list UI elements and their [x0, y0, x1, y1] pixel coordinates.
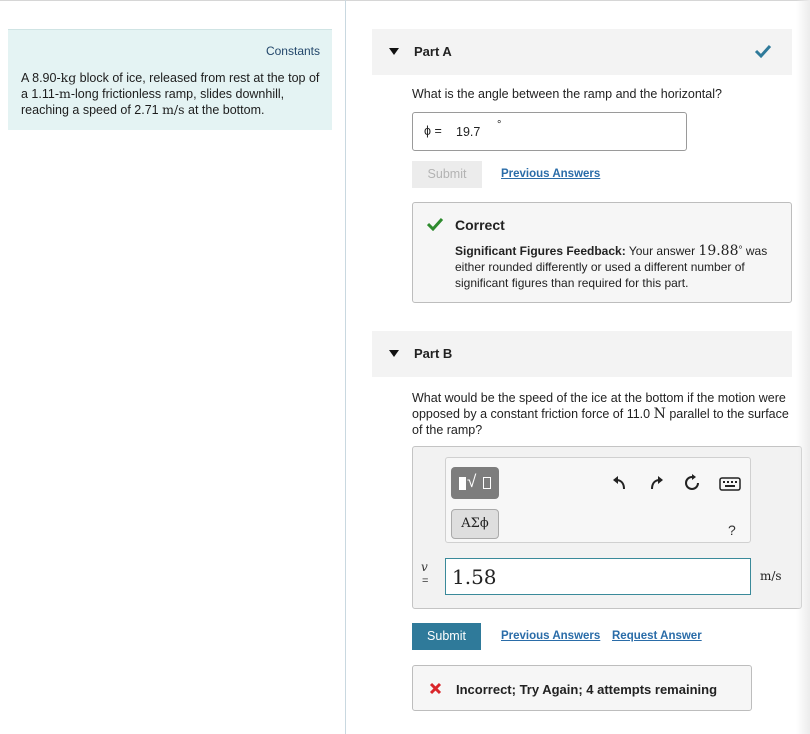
greek-symbols-button[interactable]: ΑΣϕ	[451, 509, 499, 539]
constants-panel	[8, 29, 332, 130]
part-b-answer-value: 1.58	[452, 565, 497, 589]
feedback-text-post: was either rounded differently or used a different number of significant figures than required for this part.	[455, 244, 768, 290]
correct-check-icon	[427, 217, 443, 231]
part-b-answer-editor	[412, 446, 802, 609]
part-b-previous-answers-link[interactable]: Previous Answers	[501, 630, 601, 642]
force-unit: N	[653, 406, 666, 422]
template-box-icon	[459, 477, 466, 490]
part-a-answer-field[interactable]	[412, 112, 687, 151]
keyboard-icon[interactable]	[719, 475, 741, 493]
scroll-edge	[796, 0, 810, 734]
feedback-heading: Significant Figures Feedback:	[455, 244, 626, 258]
feedback-text	[455, 243, 785, 291]
part-a-answer-unit: °	[497, 119, 502, 131]
constants-title[interactable]: Constants	[265, 44, 320, 58]
reset-icon[interactable]	[683, 474, 701, 492]
check-icon	[754, 43, 772, 59]
part-b-title: Part B	[414, 346, 453, 361]
collapse-triangle-icon[interactable]	[389, 48, 399, 55]
part-a-feedback	[412, 202, 792, 303]
collapse-triangle-icon[interactable]	[389, 350, 399, 357]
constants-text-mid2: -long frictionless ramp, slides downhill, reaching a speed of 2.71	[21, 87, 285, 117]
feedback-unit: °	[738, 245, 743, 256]
part-a-header[interactable]	[372, 29, 792, 75]
part-a-question: What is the angle between the ramp and the horizontal?	[412, 87, 722, 101]
part-b-question-pre: What would be the speed of the ice at the bottom if the motion were opposed by a constant friction force of 11.0	[412, 391, 786, 421]
part-b-answer-unit: m/s	[760, 569, 782, 583]
part-b-answer-input[interactable]	[445, 558, 751, 595]
part-a-answer-value: 19.7	[456, 125, 481, 139]
column-divider	[345, 0, 346, 734]
constants-text-mid1: block of ice, released from rest at the top of a 1.11-	[21, 71, 320, 101]
part-b-variable: v	[421, 560, 428, 574]
template-box-icon	[483, 477, 491, 489]
part-b-header[interactable]	[372, 331, 792, 377]
constants-text-post: at the bottom.	[184, 103, 265, 117]
result-message: Incorrect; Try Again; 4 attempts remaining	[456, 682, 718, 697]
part-b-equals: =	[422, 575, 429, 587]
part-a-title: Part A	[414, 44, 452, 59]
unit-m: m	[59, 86, 71, 101]
templates-button[interactable]	[451, 467, 499, 499]
unit-ms: m/s	[162, 102, 185, 117]
incorrect-x-icon	[429, 682, 442, 695]
constants-text	[21, 70, 326, 118]
part-a-variable: ϕ =	[424, 124, 442, 138]
part-b-result-feedback	[412, 665, 752, 711]
part-a-submit-button[interactable]: Submit	[412, 161, 482, 188]
part-b-question	[412, 390, 792, 438]
top-rule	[0, 0, 810, 1]
request-answer-link[interactable]: Request Answer	[612, 630, 702, 642]
part-b-submit-button[interactable]: Submit	[412, 623, 481, 650]
part-b-question-post: parallel to the surface of the ramp?	[412, 407, 789, 437]
math-toolbar	[445, 457, 751, 543]
redo-icon[interactable]	[648, 474, 666, 492]
feedback-title: Correct	[455, 217, 505, 233]
feedback-text-pre: Your answer	[625, 244, 699, 258]
undo-icon[interactable]	[610, 474, 628, 492]
unit-kg: kg	[60, 70, 77, 85]
part-a-previous-answers-link[interactable]: Previous Answers	[501, 168, 601, 180]
sqrt-icon: √	[467, 472, 477, 491]
feedback-value: 19.88	[698, 243, 739, 259]
constants-text-pre: A 8.90-	[21, 71, 61, 85]
help-button[interactable]: ?	[728, 522, 736, 538]
